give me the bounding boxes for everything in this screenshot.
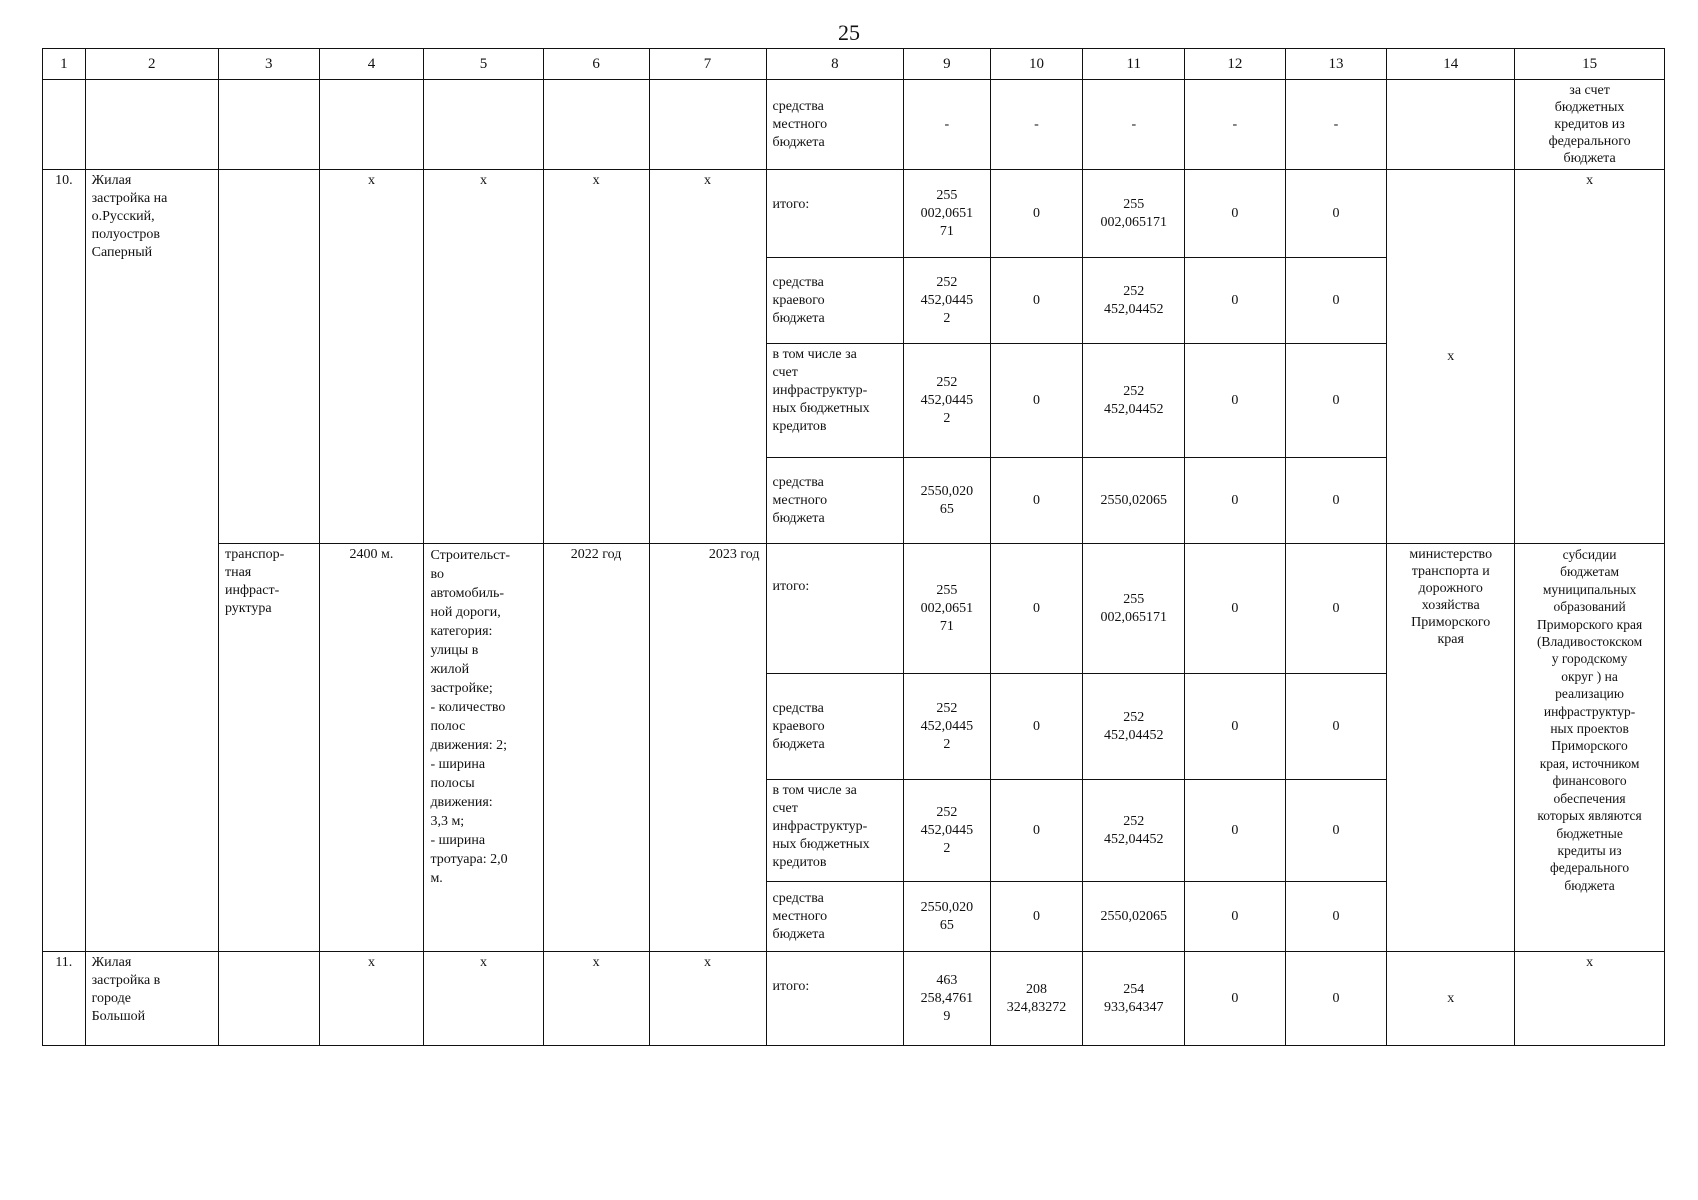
value-col9: 252 452,0445 2: [904, 780, 990, 882]
value-col12: 0: [1185, 780, 1286, 882]
value-col12: 0: [1185, 882, 1286, 952]
value-col9: 255 002,0651 71: [904, 170, 990, 258]
value-col12: 0: [1185, 344, 1286, 458]
value-col9: 2550,020 65: [904, 882, 990, 952]
budget-table: [42, 48, 1665, 1046]
funding-source-label: в том числе за счет инфраструктур- ных бюджетных кредитов: [766, 780, 904, 882]
col-header: 6: [543, 49, 649, 80]
responsible-x: х: [1387, 170, 1515, 544]
value-col11: 252 452,04452: [1083, 780, 1185, 882]
table-cell: [218, 80, 319, 170]
value-col12: 0: [1185, 544, 1286, 674]
funding-note: субсидии бюджетам муниципальных образований Приморского края (Владивостокском у городскому округ ) на реализацию инфраструктур- ных проектов Приморского края, источником финансового обеспечения которых являются бюджетные кредиты из федерального бюджета: [1515, 544, 1665, 952]
col-header: 10: [990, 49, 1083, 80]
value-col13: 0: [1285, 344, 1387, 458]
value-col10: 0: [990, 170, 1083, 258]
col-header: 7: [649, 49, 766, 80]
value-col9: 463 258,4761 9: [904, 952, 990, 1046]
col-header: 3: [218, 49, 319, 80]
col-header: 14: [1387, 49, 1515, 80]
col6-x: х: [543, 952, 649, 1046]
end-year: 2023 год: [649, 544, 766, 952]
col7-x: х: [649, 170, 766, 544]
note-x: х: [1515, 952, 1665, 1046]
length: 2400 м.: [319, 544, 424, 952]
value-col11: 254 933,64347: [1083, 952, 1185, 1046]
value-col10: -: [990, 80, 1083, 170]
value-col10: 0: [990, 344, 1083, 458]
col5-x: х: [424, 952, 543, 1046]
row-number: 11.: [43, 952, 86, 1046]
responsible-ministry: министерство транспорта и дорожного хозяйства Приморского края: [1387, 544, 1515, 952]
col-header: 2: [85, 49, 218, 80]
col-header: 5: [424, 49, 543, 80]
value-col12: 0: [1185, 952, 1286, 1046]
table-cell: [218, 170, 319, 544]
object-description: Строительст- во автомобиль- ной дороги, категория: улицы в жилой застройке; - количество полос движения: 2; - ширина полосы движения: 3,3 м; - ширина тротуара: 2,0 м.: [424, 544, 543, 952]
value-col12: 0: [1185, 170, 1286, 258]
object-name: Жилая застройка на о.Русский, полуостров Саперный: [85, 170, 218, 952]
col6-x: х: [543, 170, 649, 544]
value-col9: 252 452,0445 2: [904, 344, 990, 458]
value-col13: 0: [1285, 544, 1387, 674]
col5-x: х: [424, 170, 543, 544]
value-col10: 0: [990, 458, 1083, 544]
funding-source-label: средства краевого бюджета: [766, 674, 904, 780]
value-col12: 0: [1185, 674, 1286, 780]
value-col13: 0: [1285, 258, 1387, 344]
value-col12: 0: [1185, 258, 1286, 344]
value-col9: 252 452,0445 2: [904, 674, 990, 780]
col7-x: х: [649, 952, 766, 1046]
col-header: 4: [319, 49, 424, 80]
value-col11: 255 002,065171: [1083, 544, 1185, 674]
table-row: [43, 544, 1665, 674]
value-col10: 0: [990, 674, 1083, 780]
header-row: [43, 49, 1665, 80]
value-col11: 255 002,065171: [1083, 170, 1185, 258]
col-header: 1: [43, 49, 86, 80]
funding-note: за счет бюджетных кредитов из федерального бюджета: [1515, 80, 1665, 170]
col-header: 9: [904, 49, 990, 80]
row-number: 10.: [43, 170, 86, 952]
infrastructure-type: транспор- тная инфраст- руктура: [218, 544, 319, 952]
value-col10: 0: [990, 882, 1083, 952]
value-col12: 0: [1185, 458, 1286, 544]
col-header: 15: [1515, 49, 1665, 80]
funding-source-label: итого:: [766, 170, 904, 258]
value-col13: 0: [1285, 780, 1387, 882]
value-col13: 0: [1285, 458, 1387, 544]
col-header: 13: [1285, 49, 1387, 80]
note-x: х: [1515, 170, 1665, 544]
value-col11: 252 452,04452: [1083, 258, 1185, 344]
table-cell: [649, 80, 766, 170]
funding-source-label: итого:: [766, 544, 904, 674]
value-col13: 0: [1285, 882, 1387, 952]
value-col13: 0: [1285, 952, 1387, 1046]
value-col13: 0: [1285, 170, 1387, 258]
funding-source-label: средства местного бюджета: [766, 458, 904, 544]
value-col11: 252 452,04452: [1083, 674, 1185, 780]
value-col10: 0: [990, 780, 1083, 882]
value-col11: -: [1083, 80, 1185, 170]
funding-source-label: в том числе за счет инфраструктур- ных бюджетных кредитов: [766, 344, 904, 458]
start-year: 2022 год: [543, 544, 649, 952]
value-col12: -: [1185, 80, 1286, 170]
value-col13: 0: [1285, 674, 1387, 780]
object-name: Жилая застройка в городе Большой: [85, 952, 218, 1046]
table-cell: [319, 80, 424, 170]
funding-source-label: итого:: [766, 952, 904, 1046]
table-row: [43, 80, 1665, 170]
funding-source-label: средства местного бюджета: [766, 882, 904, 952]
col-header: 8: [766, 49, 904, 80]
value-col9: -: [904, 80, 990, 170]
value-col13: -: [1285, 80, 1387, 170]
table-cell: [43, 80, 86, 170]
value-col11: 252 452,04452: [1083, 344, 1185, 458]
col4-x: х: [319, 170, 424, 544]
col-header: 11: [1083, 49, 1185, 80]
value-col10: 0: [990, 544, 1083, 674]
table-cell: [424, 80, 543, 170]
value-col10: 208 324,83272: [990, 952, 1083, 1046]
table-cell: [543, 80, 649, 170]
value-col11: 2550,02065: [1083, 882, 1185, 952]
table-row: [43, 952, 1665, 1046]
value-col9: 255 002,0651 71: [904, 544, 990, 674]
table-cell: [1387, 80, 1515, 170]
value-col9: 2550,020 65: [904, 458, 990, 544]
table-cell: [218, 952, 319, 1046]
col-header: 12: [1185, 49, 1286, 80]
funding-source-label: средства краевого бюджета: [766, 258, 904, 344]
col4-x: х: [319, 952, 424, 1046]
value-col9: 252 452,0445 2: [904, 258, 990, 344]
value-col10: 0: [990, 258, 1083, 344]
page-number: 25: [838, 20, 860, 45]
value-col11: 2550,02065: [1083, 458, 1185, 544]
table-row: [43, 170, 1665, 258]
table-cell: [85, 80, 218, 170]
funding-source-label: средства местного бюджета: [766, 80, 904, 170]
responsible-x: х: [1387, 952, 1515, 1046]
